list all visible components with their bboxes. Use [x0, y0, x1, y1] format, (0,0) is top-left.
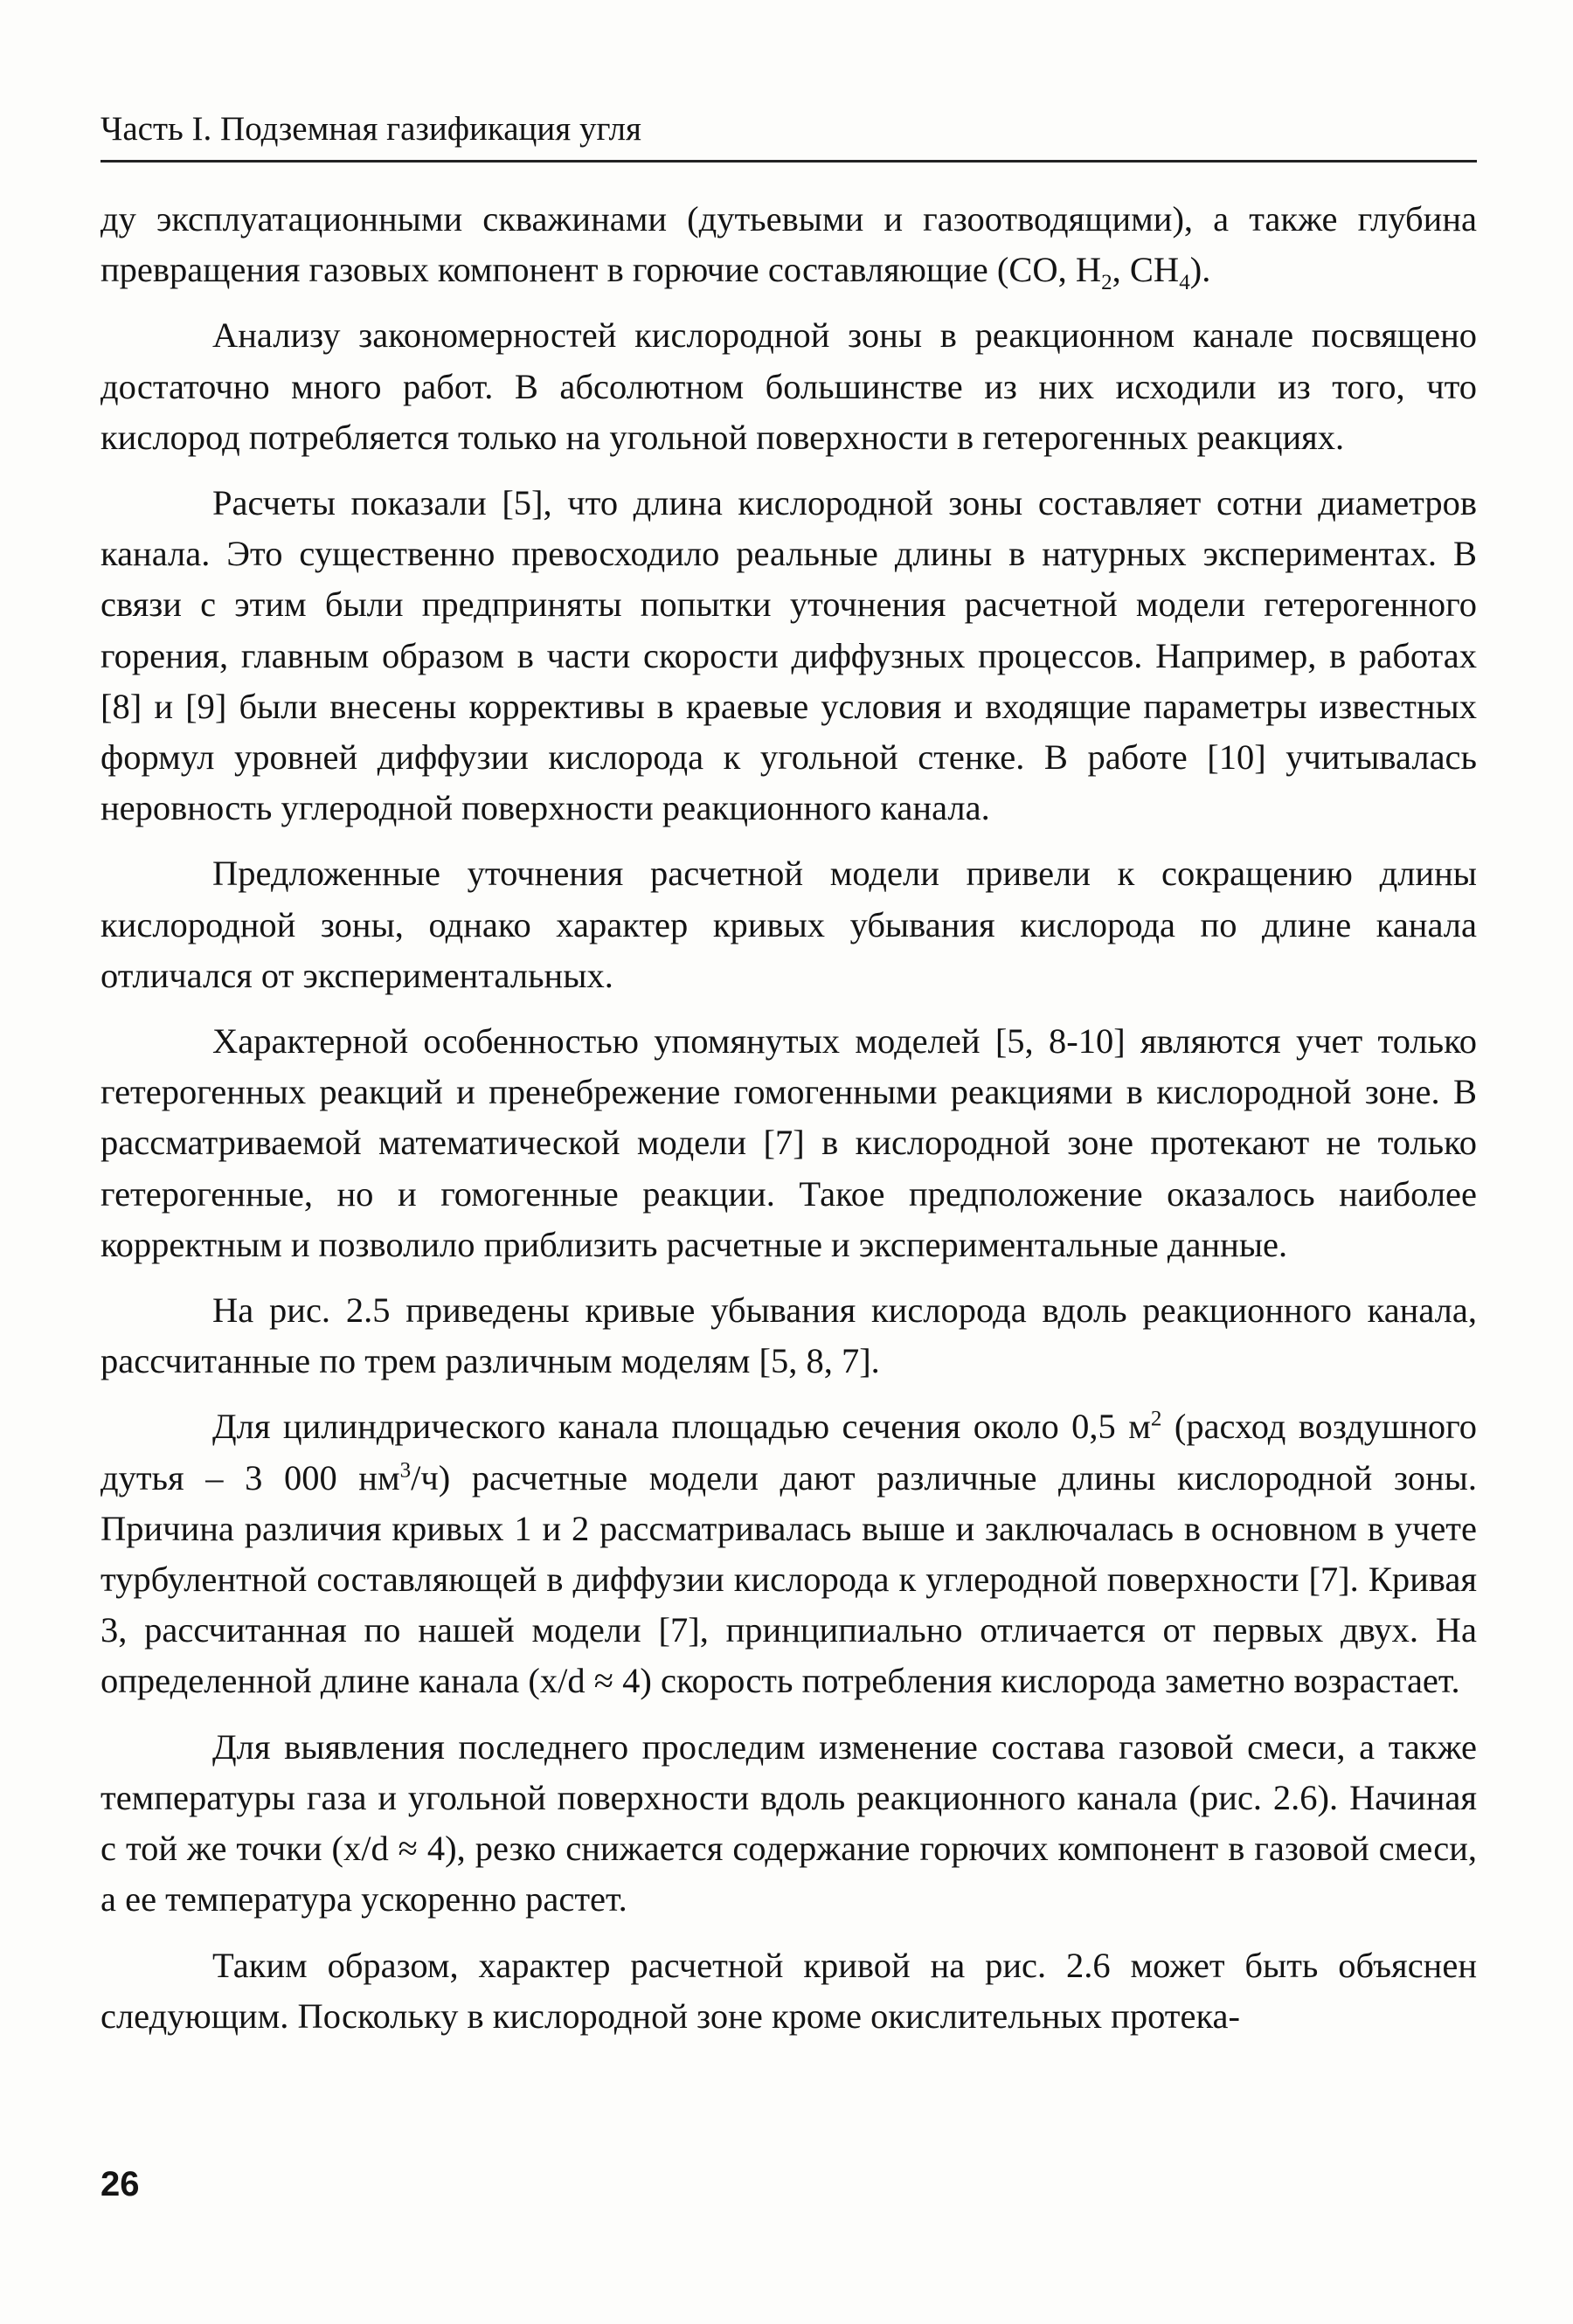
paragraph-8: Для выявления последнего проследим изменение состава газовой смеси, а также температуры газа и угольной поверхности вдоль реакционного канала (рис. 2.6). Начиная с той же точки (x/d ≈ 4), резко снижается содержание горючих компонент в газовой смеси, а ее температура ускоренно растет.: [100, 1726, 1477, 1919]
paragraph-3: Расчеты показали [5], что длина кислородной зоны составляет сотни диаметров канала. Это существенно превосходило реальные длины в натурных экспериментах. В связи с этим были предприняты попытки уточнения расчетной модели гетерогенного горения, главным образом в части скорости диффузных процессов. Например, в работах [8] и [9] были внесены коррективы в краевые условия и входящие параметры известных формул уровней диффузии кислорода к угольной стенке. В работе [10] учитывалась неровность углеродной поверхности реакционного канала.: [100, 483, 1477, 828]
paragraph-2: Анализу закономерностей кислородной зоны в реакционном канале посвящено достаточно много работ. В абсолютном большинстве из них исходили из того, что кислород потребляется только на угольной поверхности в гетерогенных реакциях.: [100, 315, 1477, 457]
paragraph-4: Предложенные уточнения расчетной модели привели к сокращению длины кислородной зоны, однако характер кривых убывания кислорода по длине канала отличался от экспериментальных.: [100, 854, 1477, 995]
body-text: [100, 194, 1477, 2042]
paragraph-5: Характерной особенностью упомянутых моделей [5, 8-10] являются учет только гетерогенных реакций и пренебрежение гомогенными реакциями в кислородной зоне. В рассматриваемой математической модели [7] в кислородной зоне протекают не только гетерогенные, но и гомогенные реакции. Такое предположение оказалось наиболее корректным и позволило приблизить расчетные и экспериментальные данные.: [100, 1021, 1477, 1264]
running-head: Часть I. Подземная газификация угля: [100, 112, 1477, 163]
paragraph-7: Для цилиндрического канала площадью сечения около 0,5 $м^2$ (расход воздушного дутья – 3 000 $нм^3/ч$) расчетные модели дают различные длины кислородной зоны. Причина различия кривых 1 и 2 рассматривалась выше и заключалась в основном в учете турбулентной составляющей в диффузии кислорода к углеродной поверхности [7]. Кривая 3, рассчитанная по нашей модели [7], принципиально отличается от первых двух. На определенной длине канала (x/d ≈ 4) скорость потребления кислорода заметно возрастает.: [100, 1407, 1478, 1701]
paragraph-9: Таким образом, характер расчетной кривой на рис. 2.6 может быть объяснен следующим. Поскольку в кислородной зоне кроме окислительных протека-: [100, 1945, 1477, 2036]
paragraph-1: ду эксплуатационными скважинами (дутьевыми и газоотводящими), а также глубина превращения газовых компонент в горючие составляющие (CO, $H_2$, $CH_4$).: [100, 199, 1477, 295]
paragraph-6: На рис. 2.5 приведены кривые убывания кислорода вдоль реакционного канала, рассчитанные по трем различным моделям [5, 8, 7].: [100, 1290, 1477, 1381]
page-number: 26: [100, 2165, 140, 2203]
